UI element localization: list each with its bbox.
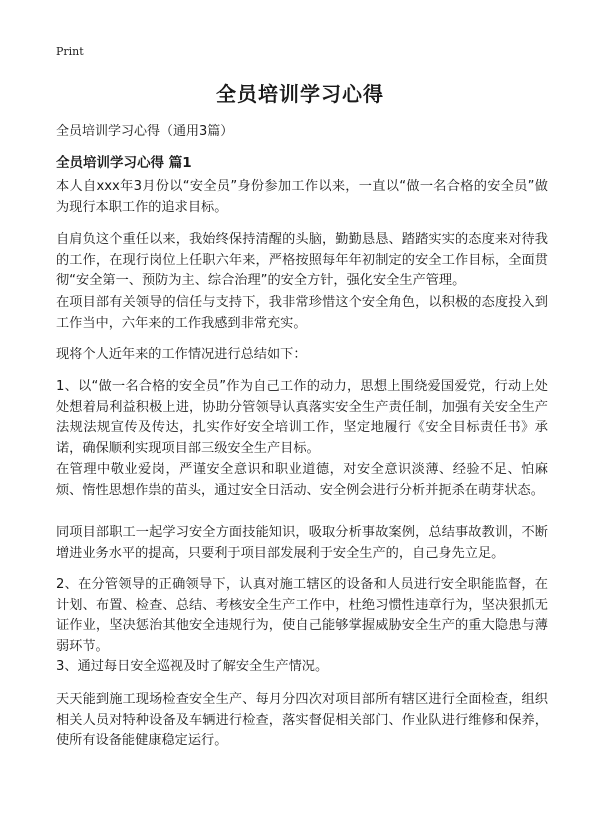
paragraph: 在项目部有关领导的信任与支持下，我非常珍惜这个安全角色，以积极的态度投入到工作当中，六年来的工作我感到非常充实。 [56,295,548,331]
paragraph: 3、通过每日安全巡视及时了解安全生产情况。 [56,659,329,674]
page-title: 全员培训学习心得 [216,82,384,106]
paragraph: 1、以“做一名合格的安全员”作为自己工作的动力，思想上围绕爱国爱党，行动上处处想着局利益积极上进，协助分管领导认真落实安全生产责任制，加强有关安全生产法规法规宣传及传达，扎实作好安全培训工作，坚定地履行《安全目标责任书》承诺，确保顺利实现项目部三级安全生产目标。 [56,379,548,456]
section-heading: 全员培训学习心得 篇1 [56,155,192,171]
print-link[interactable]: Print [56,45,84,58]
document-subtitle: 全员培训学习心得（通用3篇） [56,124,234,139]
paragraph: 现将个人近年来的工作情况进行总结如下： [56,347,307,362]
paragraph: 2、在分管领导的正确领导下，认真对施工辖区的设备和人员进行安全职能监督，在计划、布置、检查、总结、考核安全生产工作中，杜绝习惯性违章行为，坚决狠抓无证作业，坚决惩治其他安全违规行为，使自己能够掌握威胁安全生产的重大隐患与薄弱环节。 [56,577,548,654]
paragraph: 自肩负这个重任以来，我始终保持清醒的头脑，勤勤恳恳、踏踏实实的态度来对待我的工作，在现行岗位上任职六年来，严格按照每年年初制定的安全工作目标，全面贯彻“安全第一、预防为主、综合治理”的安全方针，强化安全生产管理。 [56,232,548,288]
paragraph: 天天能到施工现场检查安全生产、每月分四次对项目部所有辖区进行全面检查，组织相关人员对特种设备及车辆进行检查，落实督促相关部门、作业队进行维修和保养，使所有设备能健康稳定运行。 [56,692,548,748]
paragraph: 本人自xxx年3月份以“安全员”身份参加工作以来，一直以“做一名合格的安全员”做为现行本职工作的追求目标。 [56,179,548,215]
paragraph: 同项目部职工一起学习安全方面技能知识，吸取分析事故案例，总结事故教训，不断增进业务水平的提高，只要利于项目部发展利于安全生产的，自己身先立足。 [56,525,548,561]
paragraph: 在管理中敬业爱岗，严谨安全意识和职业道德，对安全意识淡薄、经验不足、怕麻烦、惰性思想作祟的苗头，通过安全日活动、安全例会进行分析并扼杀在萌芽状态。 [56,462,548,498]
